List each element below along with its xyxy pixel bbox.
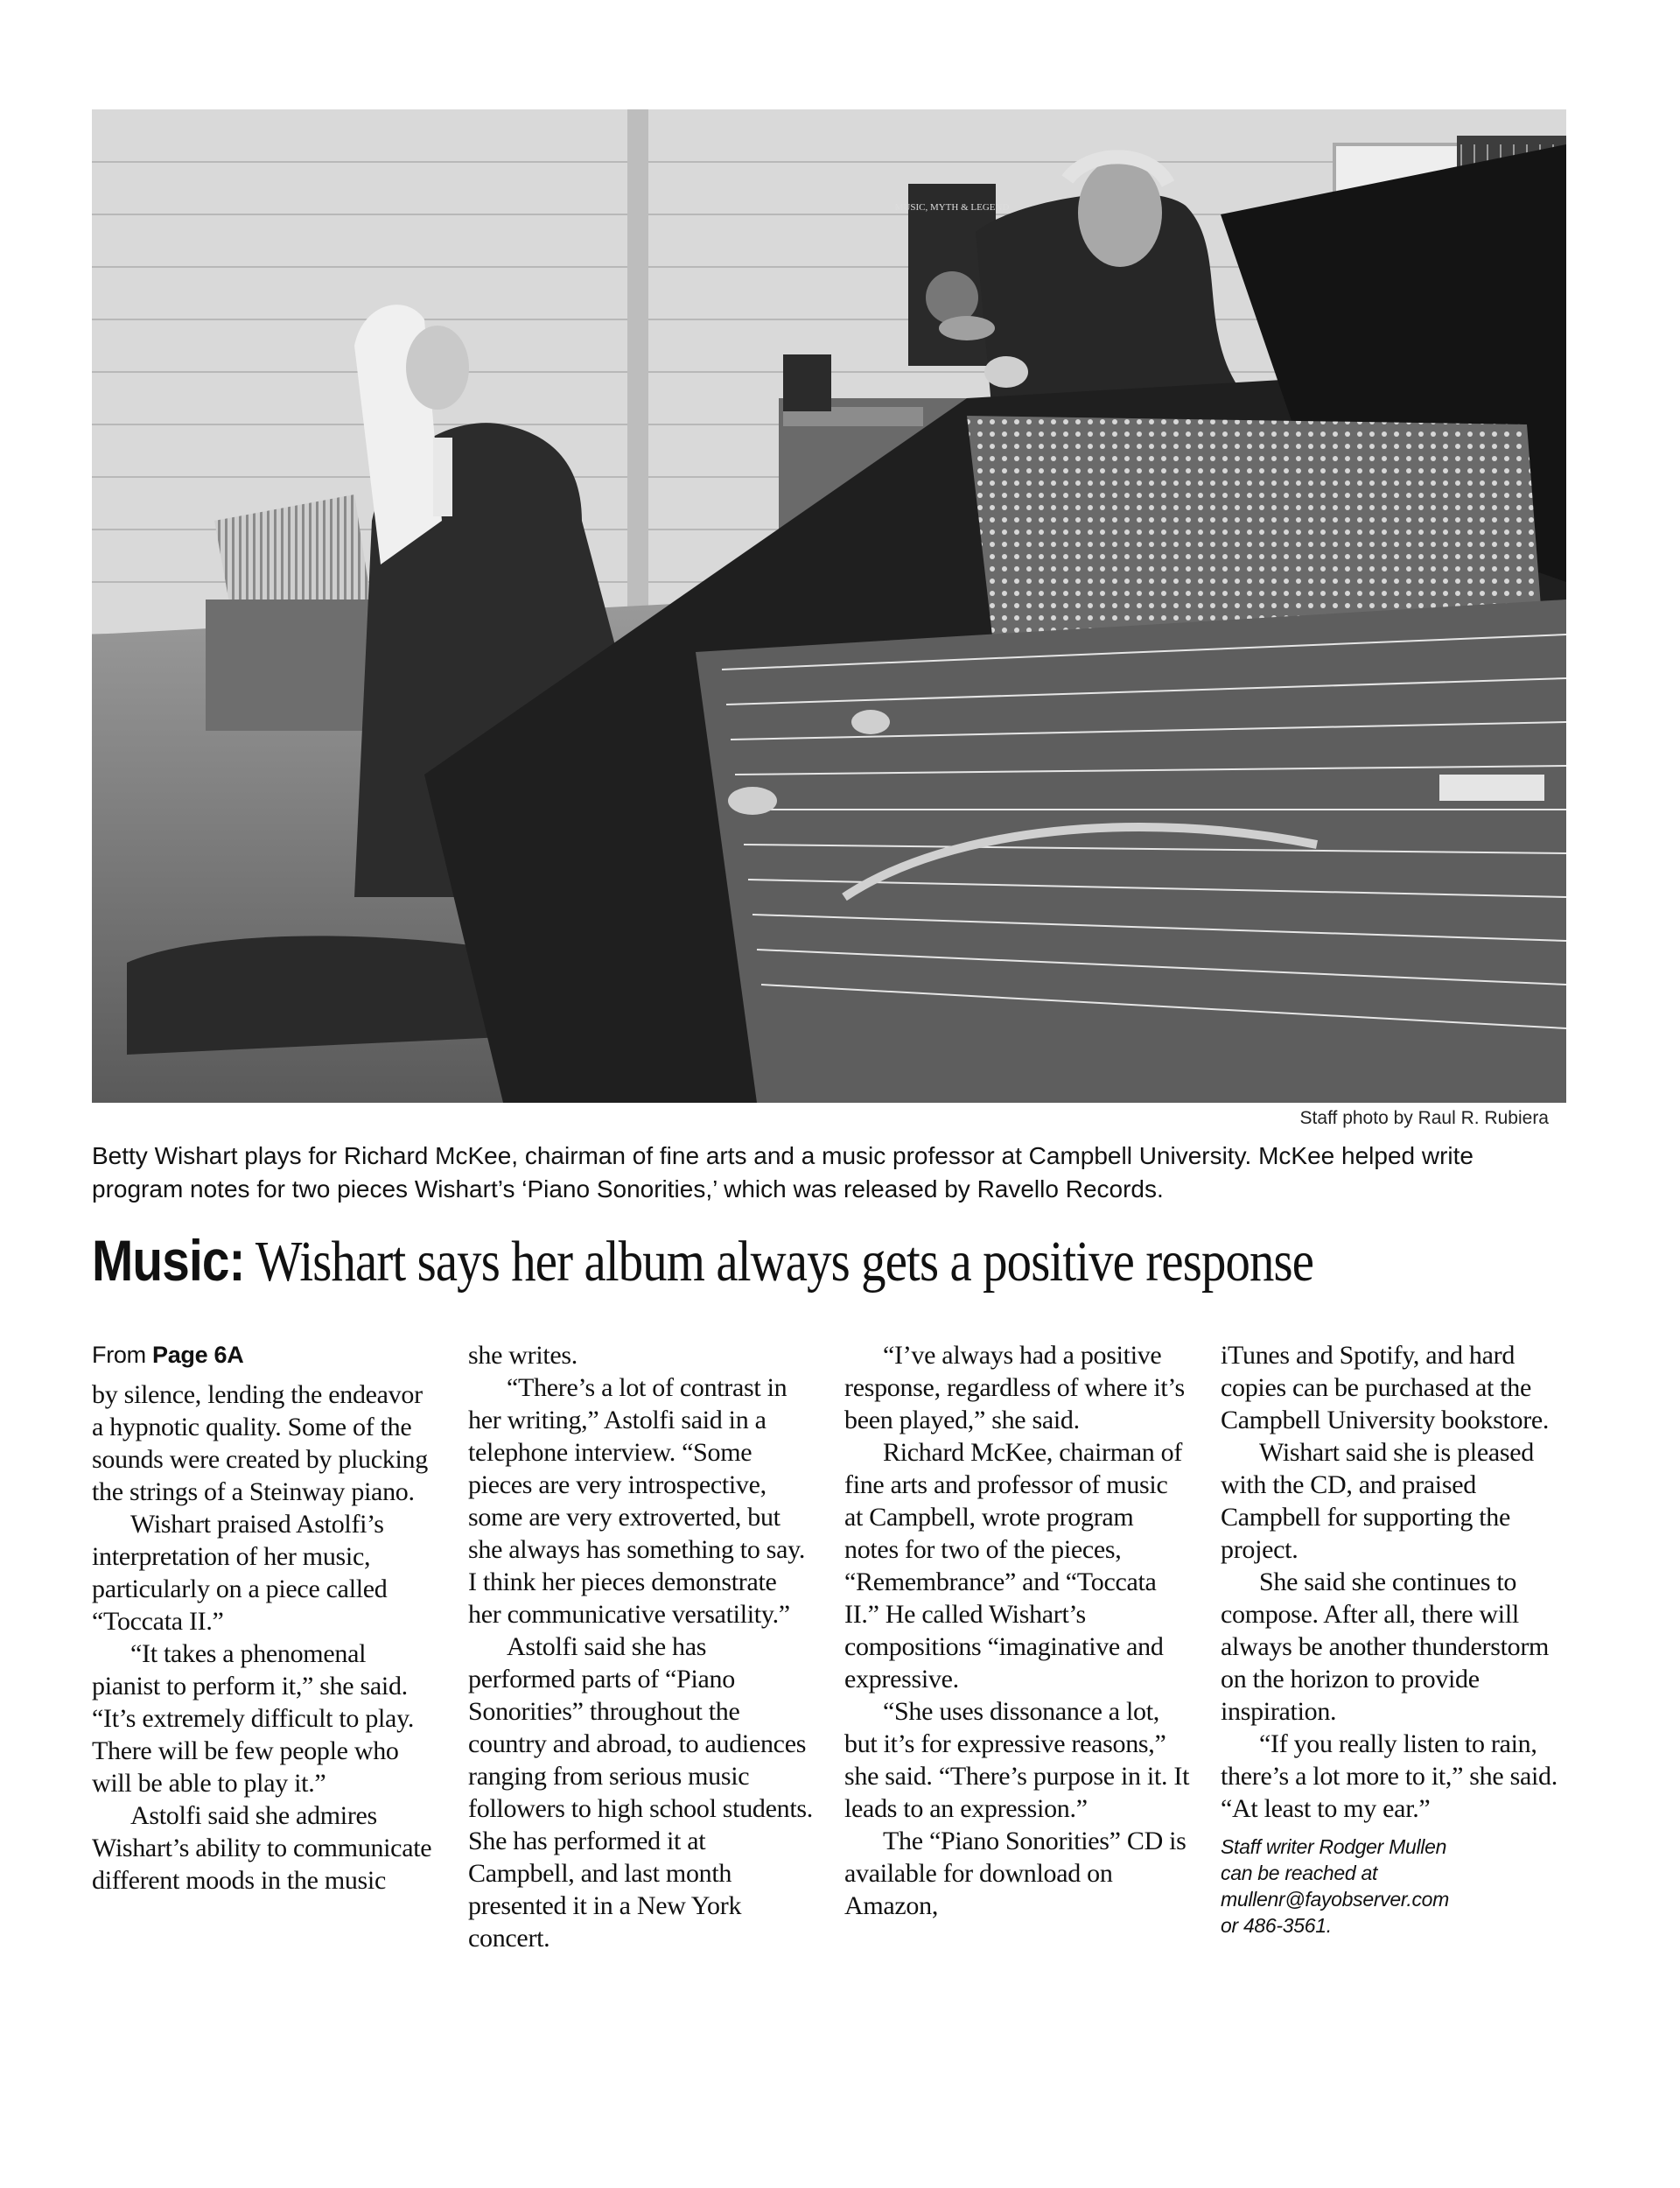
from-page-line — [92, 1339, 438, 1371]
article-column-3 — [844, 1339, 1190, 1922]
author-signature — [1221, 1834, 1566, 1939]
from-label: From — [92, 1342, 152, 1368]
headline-text: Wishart says her album always gets a positive response — [244, 1230, 1314, 1294]
paragraph: “She uses dissonance a lot, but it’s for expressive reasons,” she said. “There’s purpose in it. It leads to an expression.” — [844, 1697, 1190, 1823]
photo-credit: Staff photo by Raul R. Rubiera — [1299, 1108, 1549, 1128]
paragraph: Richard McKee, chairman of fine arts and professor of music at Campbell, wrote program notes for two of the pieces, “Remembrance” and “Toccata II.” He called Wishart’s compositions “imaginative and expressive. — [844, 1438, 1183, 1694]
pianist-face — [406, 326, 469, 410]
piano-frame-bar — [1439, 775, 1544, 801]
poster-text: MUSIC, MYTH & LEGEND — [894, 202, 1010, 213]
paragraph: The “Piano Sonorities” CD is available for download on Amazon, — [844, 1827, 1186, 1920]
photo-caption: Betty Wishart plays for Richard McKee, chairman of fine arts and a music professor at Campbell University. McKee helped write program notes for two pieces Wishart’s ‘Piano Sonorities,’ which was released by Ravello Records. — [92, 1142, 1474, 1203]
article-column-4 — [1221, 1339, 1566, 1939]
professor-face — [1078, 158, 1162, 267]
author-phone: or 486-3561. — [1221, 1914, 1332, 1937]
paragraph: “It takes a phenomenal pianist to perform it,” she said. “It’s extremely difficult to play. There will be few people who will be able to play it.” — [92, 1639, 415, 1798]
pianist-hand-right — [851, 710, 890, 734]
paragraph: Astolfi said she has performed parts of “Piano Sonorities” throughout the country and abroad, to audiences ranging from serious music followers to high school students. She has performed it at Campbell, and last month presented it in a New York concert. — [468, 1632, 813, 1953]
signature-line: can be reached at — [1221, 1862, 1378, 1884]
paragraph: “I’ve always had a positive response, regardless of where it’s been played,” she said. — [844, 1341, 1185, 1434]
poster-emblem — [926, 271, 978, 324]
piano-bench — [127, 936, 503, 1055]
paragraph: “If you really listen to rain, there’s a lot more to it,” she said. “At least to my ear.” — [1221, 1729, 1558, 1823]
headline-kicker: Music: — [92, 1228, 245, 1293]
professor-fist — [984, 356, 1028, 388]
paragraph: “There’s a lot of contrast in her writing,” Astolfi said in a telephone interview. “Some pieces are very introspective, some are very extroverted, but she always has something to say. I think her pieces demonstrate her communicative versatility.” — [468, 1373, 806, 1629]
pianist-hand — [728, 787, 777, 815]
computer-monitor — [783, 354, 831, 411]
paragraph: Wishart praised Astolfi’s interpretation of her music, particularly on a piece called “Toccata II.” — [92, 1510, 388, 1636]
pianist-tie — [433, 438, 452, 516]
paragraph: iTunes and Spotify, and hard copies can be purchased at the Campbell University bookstore. — [1221, 1341, 1550, 1434]
author-email: mullenr@fayobserver.com — [1221, 1888, 1450, 1911]
from-page-link: Page 6A — [152, 1342, 244, 1368]
paragraph: Astolfi said she admires Wishart’s ability to communicate different moods in the music — [92, 1801, 432, 1895]
paragraph: she writes. — [468, 1341, 578, 1370]
paragraph: by silence, lending the endeavor a hypnotic quality. Some of the sounds were created by plucking the strings of a Steinway piano. — [92, 1380, 428, 1506]
paragraph: Wishart said she is pleased with the CD, and praised Campbell for supporting the project. — [1221, 1438, 1534, 1564]
photo-illustration — [92, 109, 1566, 1103]
news-photo — [92, 109, 1566, 1103]
professor-hand — [939, 316, 995, 340]
paragraph: She said she continues to compose. After all, there will always be another thunderstorm on the horizon to provide inspiration. — [1221, 1567, 1550, 1726]
headline — [92, 1225, 1386, 1297]
signature-line: Staff writer Rodger Mullen — [1221, 1835, 1447, 1858]
article-column-2 — [468, 1339, 814, 1954]
wall-corner — [627, 109, 648, 635]
article-column-1 — [92, 1339, 438, 1897]
